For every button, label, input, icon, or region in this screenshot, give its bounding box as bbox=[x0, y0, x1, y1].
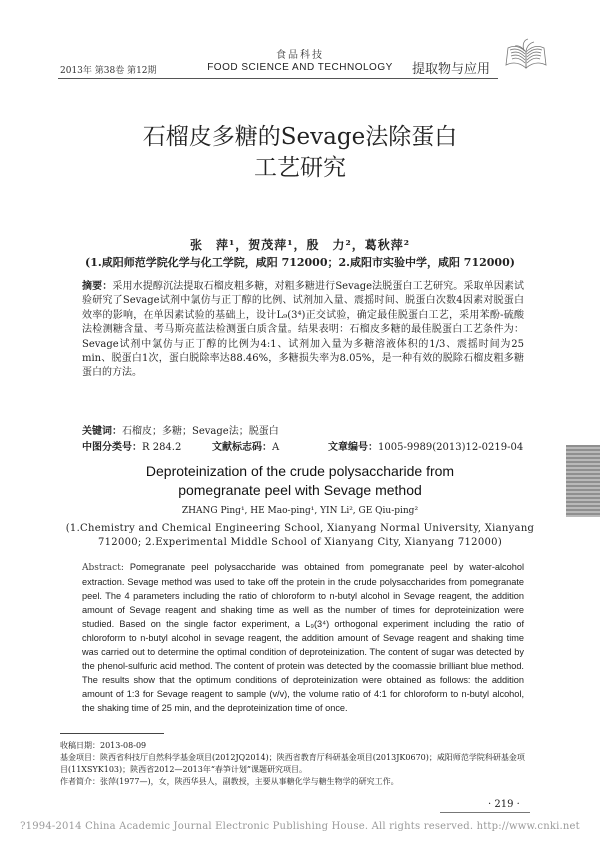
received-date: 收稿日期：2013-08-09 bbox=[60, 741, 147, 750]
document-code bbox=[212, 438, 279, 453]
article-title-en bbox=[0, 462, 600, 500]
abstract-en-label: Abstract: bbox=[82, 563, 124, 573]
footnote-rule bbox=[60, 733, 164, 734]
title-line-1: 石榴皮多糖的Sevage法除蛋白 bbox=[142, 124, 458, 150]
title-line-2: 工艺研究 bbox=[254, 155, 346, 181]
open-book-icon bbox=[504, 38, 548, 72]
copyright-notice: ?1994-2014 China Academic Journal Electronic Publishing House. All rights reserved. http://www.cnki.net bbox=[20, 821, 580, 832]
issue-info: 2013年 第38卷 第12期 bbox=[60, 66, 157, 76]
keywords-cn-text: 石榴皮；多糖；Sevage法；脱蛋白 bbox=[122, 426, 279, 437]
title-en-line-2: pomegranate peel with Sevage method bbox=[178, 482, 422, 498]
clc-label: 中图分类号： bbox=[82, 442, 142, 453]
journal-name-cn: 食品科技 bbox=[276, 50, 324, 61]
journal-name-en: FOOD SCIENCE AND TECHNOLOGY bbox=[207, 62, 393, 73]
abstract-cn-text: 采用水提醇沉法提取石榴皮粗多糖，对粗多糖进行Sevage法脱蛋白工艺研究。采取单因素试验研究了Sevage试剂中氯仿与正丁醇的比例、试剂加入量、震摇时间、脱蛋白次数4因素对脱蛋白效率的影响，在单因素试验的基础上，设计L₉(3⁴)正交试验，确定最佳脱蛋白工艺，采用苯酚-硫酸法检测糖含量、考马斯亮蓝法检测蛋白质含量。结果表明：石榴皮多糖的最佳脱蛋白工艺条件为：Sevage试剂中氯仿与正丁醇的比例为4:1、试剂加入量为多糖溶液体积的1/3、震摇时间为25 min、脱蛋白1次，蛋白脱除率达88.46%，多糖损失率为8.05%，是一种有效的脱除石榴皮粗多糖蛋白的方法。 bbox=[82, 281, 525, 379]
author-bio: 作者简介：张萍(1977—)，女，陕西华县人，副教授，主要从事糖化学与糖生物学的研究工作。 bbox=[60, 777, 399, 786]
header-rule bbox=[58, 78, 498, 79]
section-name: 提取物与应用 bbox=[412, 62, 491, 77]
footnotes bbox=[60, 740, 526, 788]
authors-en: ZHANG Ping¹, HE Mao-ping¹, YIN Li², GE Qiu-ping² bbox=[181, 506, 419, 516]
affiliation-en-line-2: 712000; 2.Experimental Middle School of Xianyang City, Xianyang 712000) bbox=[97, 537, 503, 548]
section-side-tab bbox=[566, 445, 600, 517]
art-label: 文章编号： bbox=[328, 442, 378, 453]
keywords-cn-label: 关键词： bbox=[82, 426, 122, 437]
title-en-line-1: Deproteinization of the crude polysaccharide from bbox=[145, 463, 455, 479]
affiliation-en-line-1: (1.Chemistry and Chemical Engineering School, Xianyang Normal University, Xianyang bbox=[65, 523, 535, 534]
page-number-rule bbox=[440, 812, 530, 813]
abstract-cn-label: 摘要： bbox=[82, 281, 113, 292]
article-title-cn bbox=[0, 122, 600, 184]
clc-value: R 284.2 bbox=[142, 442, 182, 453]
clc-number bbox=[82, 438, 181, 453]
abstract-cn bbox=[82, 280, 524, 381]
page-number: · 219 · bbox=[488, 799, 520, 810]
doc-label: 文献标志码： bbox=[212, 442, 272, 453]
funding-info: 基金项目：陕西省科技厅自然科学基金项目(2012JQ2014)；陕西省教育厅科研基金项目(2013JK0670)；咸阳师范学院科研基金项目(11XSYK103)；陕西省2012—2013年“春笋计划”课题研究项目。 bbox=[60, 753, 525, 774]
article-number bbox=[328, 438, 523, 453]
abstract-en-text: Pomegranate peel polysaccharide was obtained from pomegranate peel by water-alcohol extraction. Sevage method was used to take off the protein in the crude polysaccharides from pomegranate peel. The 4 parameters including the ratio of chloroform to n-butyl alcohol in Sevage reagent, the addition amount of Sevage reagent and shaking time as well as the number of times for deproteinization were studied. Based on the single factor experiment, a L₉(3⁴) orthogonal experiment including the ratio of chloroform to n-butyl alcohol in sevage reagent, the addition amount of Sevage reagent and shaking time was carried out to determine the optimal condition of deproteinization. The content of sugar was detected by the phenol-sulfuric acid method. The content of protein was detected by the coomassie brilliant blue method. The results show that the optimum conditions of deproteinization were obtained as follows: the addition amount of 1:3 for Sevage reagent to sample (v/v), the volume ratio of 4:1 for chloroform to n-butyl alcohol, the shaking time of 25 min, and the deproteinization time of once. bbox=[82, 562, 524, 714]
art-value: 1005-9989(2013)12-0219-04 bbox=[378, 442, 524, 453]
authors-cn: 张 萍¹，贺茂萍¹，殷 力²，葛秋萍² bbox=[189, 238, 411, 252]
doc-value: A bbox=[272, 442, 280, 453]
affiliation-cn: (1.咸阳师范学院化学与化工学院，咸阳 712000；2.咸阳市实验中学，咸阳 712000) bbox=[85, 256, 515, 269]
affiliation-en bbox=[0, 522, 600, 550]
keywords-cn bbox=[82, 422, 279, 437]
abstract-en bbox=[82, 560, 524, 716]
